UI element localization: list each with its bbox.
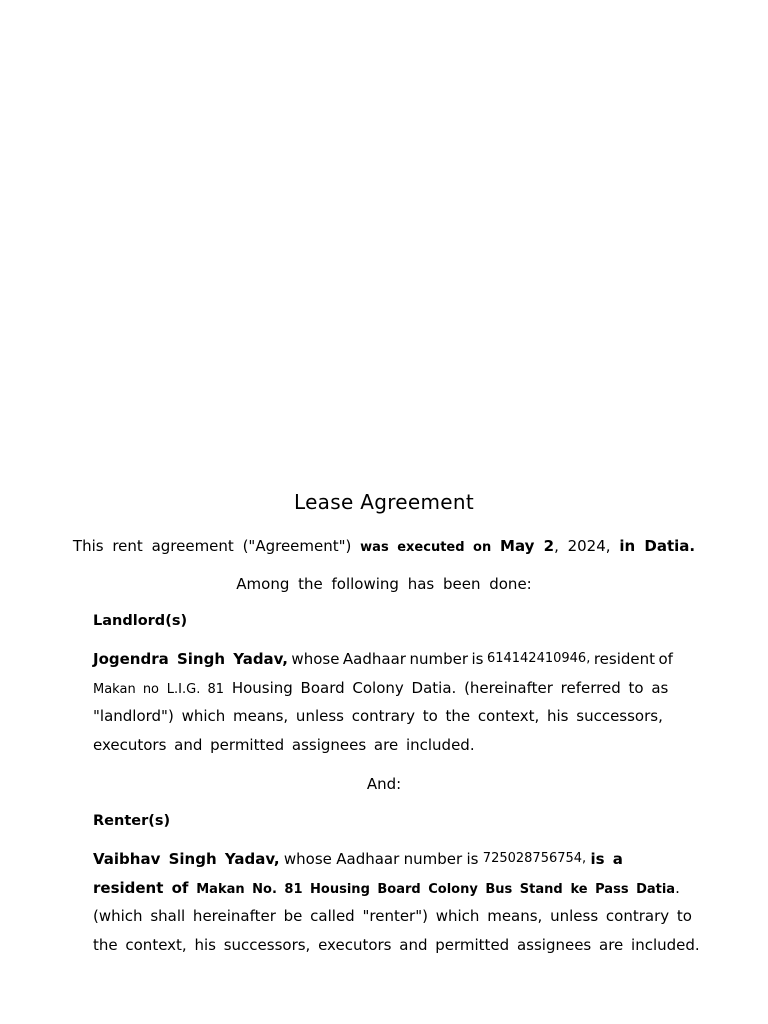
landlord-makan: Makan no [93, 681, 160, 697]
renter-resident: resident of [93, 878, 189, 897]
renter-address-end: ke Pass Datia [570, 881, 676, 897]
renter-line-3: (which shall hereinafter be called "renter") which means, unless contrary to [93, 907, 692, 926]
renter-word: Aadhaar [336, 850, 400, 868]
among-line: Among the following has been done: [236, 575, 532, 593]
landlord-word: resident [593, 650, 655, 668]
landlord-paragraph [93, 645, 673, 759]
renter-line-4: the context, his successors, executors and permitted assignees are included. [93, 935, 700, 954]
landlord-word: whose [291, 650, 340, 668]
intro-year: , 2024, [554, 537, 611, 555]
renter-heading: Renter(s) [93, 813, 171, 829]
renter-word: number [403, 850, 463, 868]
landlord-name: Jogendra Singh Yadav, [93, 650, 288, 668]
landlord-word: is [471, 650, 484, 668]
landlord-heading: Landlord(s) [93, 613, 188, 629]
renter-line-1 [93, 845, 623, 874]
landlord-word: of [658, 650, 673, 668]
landlord-line-3: "landlord") which means, unless contrary to the context, his successors, [93, 707, 663, 726]
landlord-word: number [409, 650, 468, 668]
renter-word: is a [590, 850, 623, 868]
intro-executed: was executed on [360, 540, 492, 555]
landlord-line-1 [93, 645, 673, 674]
intro-line [0, 537, 768, 555]
landlord-aadhaar: 614142410946, [486, 651, 591, 666]
renter-aadhaar: 725028756754, [482, 851, 587, 866]
intro-place: in Datia. [619, 537, 696, 555]
renter-name: Vaibhav Singh Yadav, [93, 850, 280, 868]
landlord-word: Aadhaar [342, 650, 406, 668]
landlord-line-4: executors and permitted assignees are included. [93, 735, 475, 754]
renter-line-2 [93, 874, 680, 903]
and-line: And: [366, 775, 402, 793]
renter-paragraph [93, 845, 700, 959]
landlord-line-2 [93, 674, 673, 703]
landlord-address: Housing Board Colony Datia. (hereinafter referred to as [231, 678, 669, 697]
document-title: Lease Agreement [293, 490, 474, 514]
renter-word: whose [283, 850, 332, 868]
landlord-lig: L.I.G. 81 [166, 681, 225, 697]
renter-word: is [466, 850, 479, 868]
renter-period: . [675, 878, 680, 897]
intro-date: May 2 [500, 537, 555, 555]
intro-text: This rent agreement ("Agreement") [72, 537, 352, 555]
renter-address: Makan No. 81 Housing Board Colony Bus Stand [196, 881, 563, 897]
